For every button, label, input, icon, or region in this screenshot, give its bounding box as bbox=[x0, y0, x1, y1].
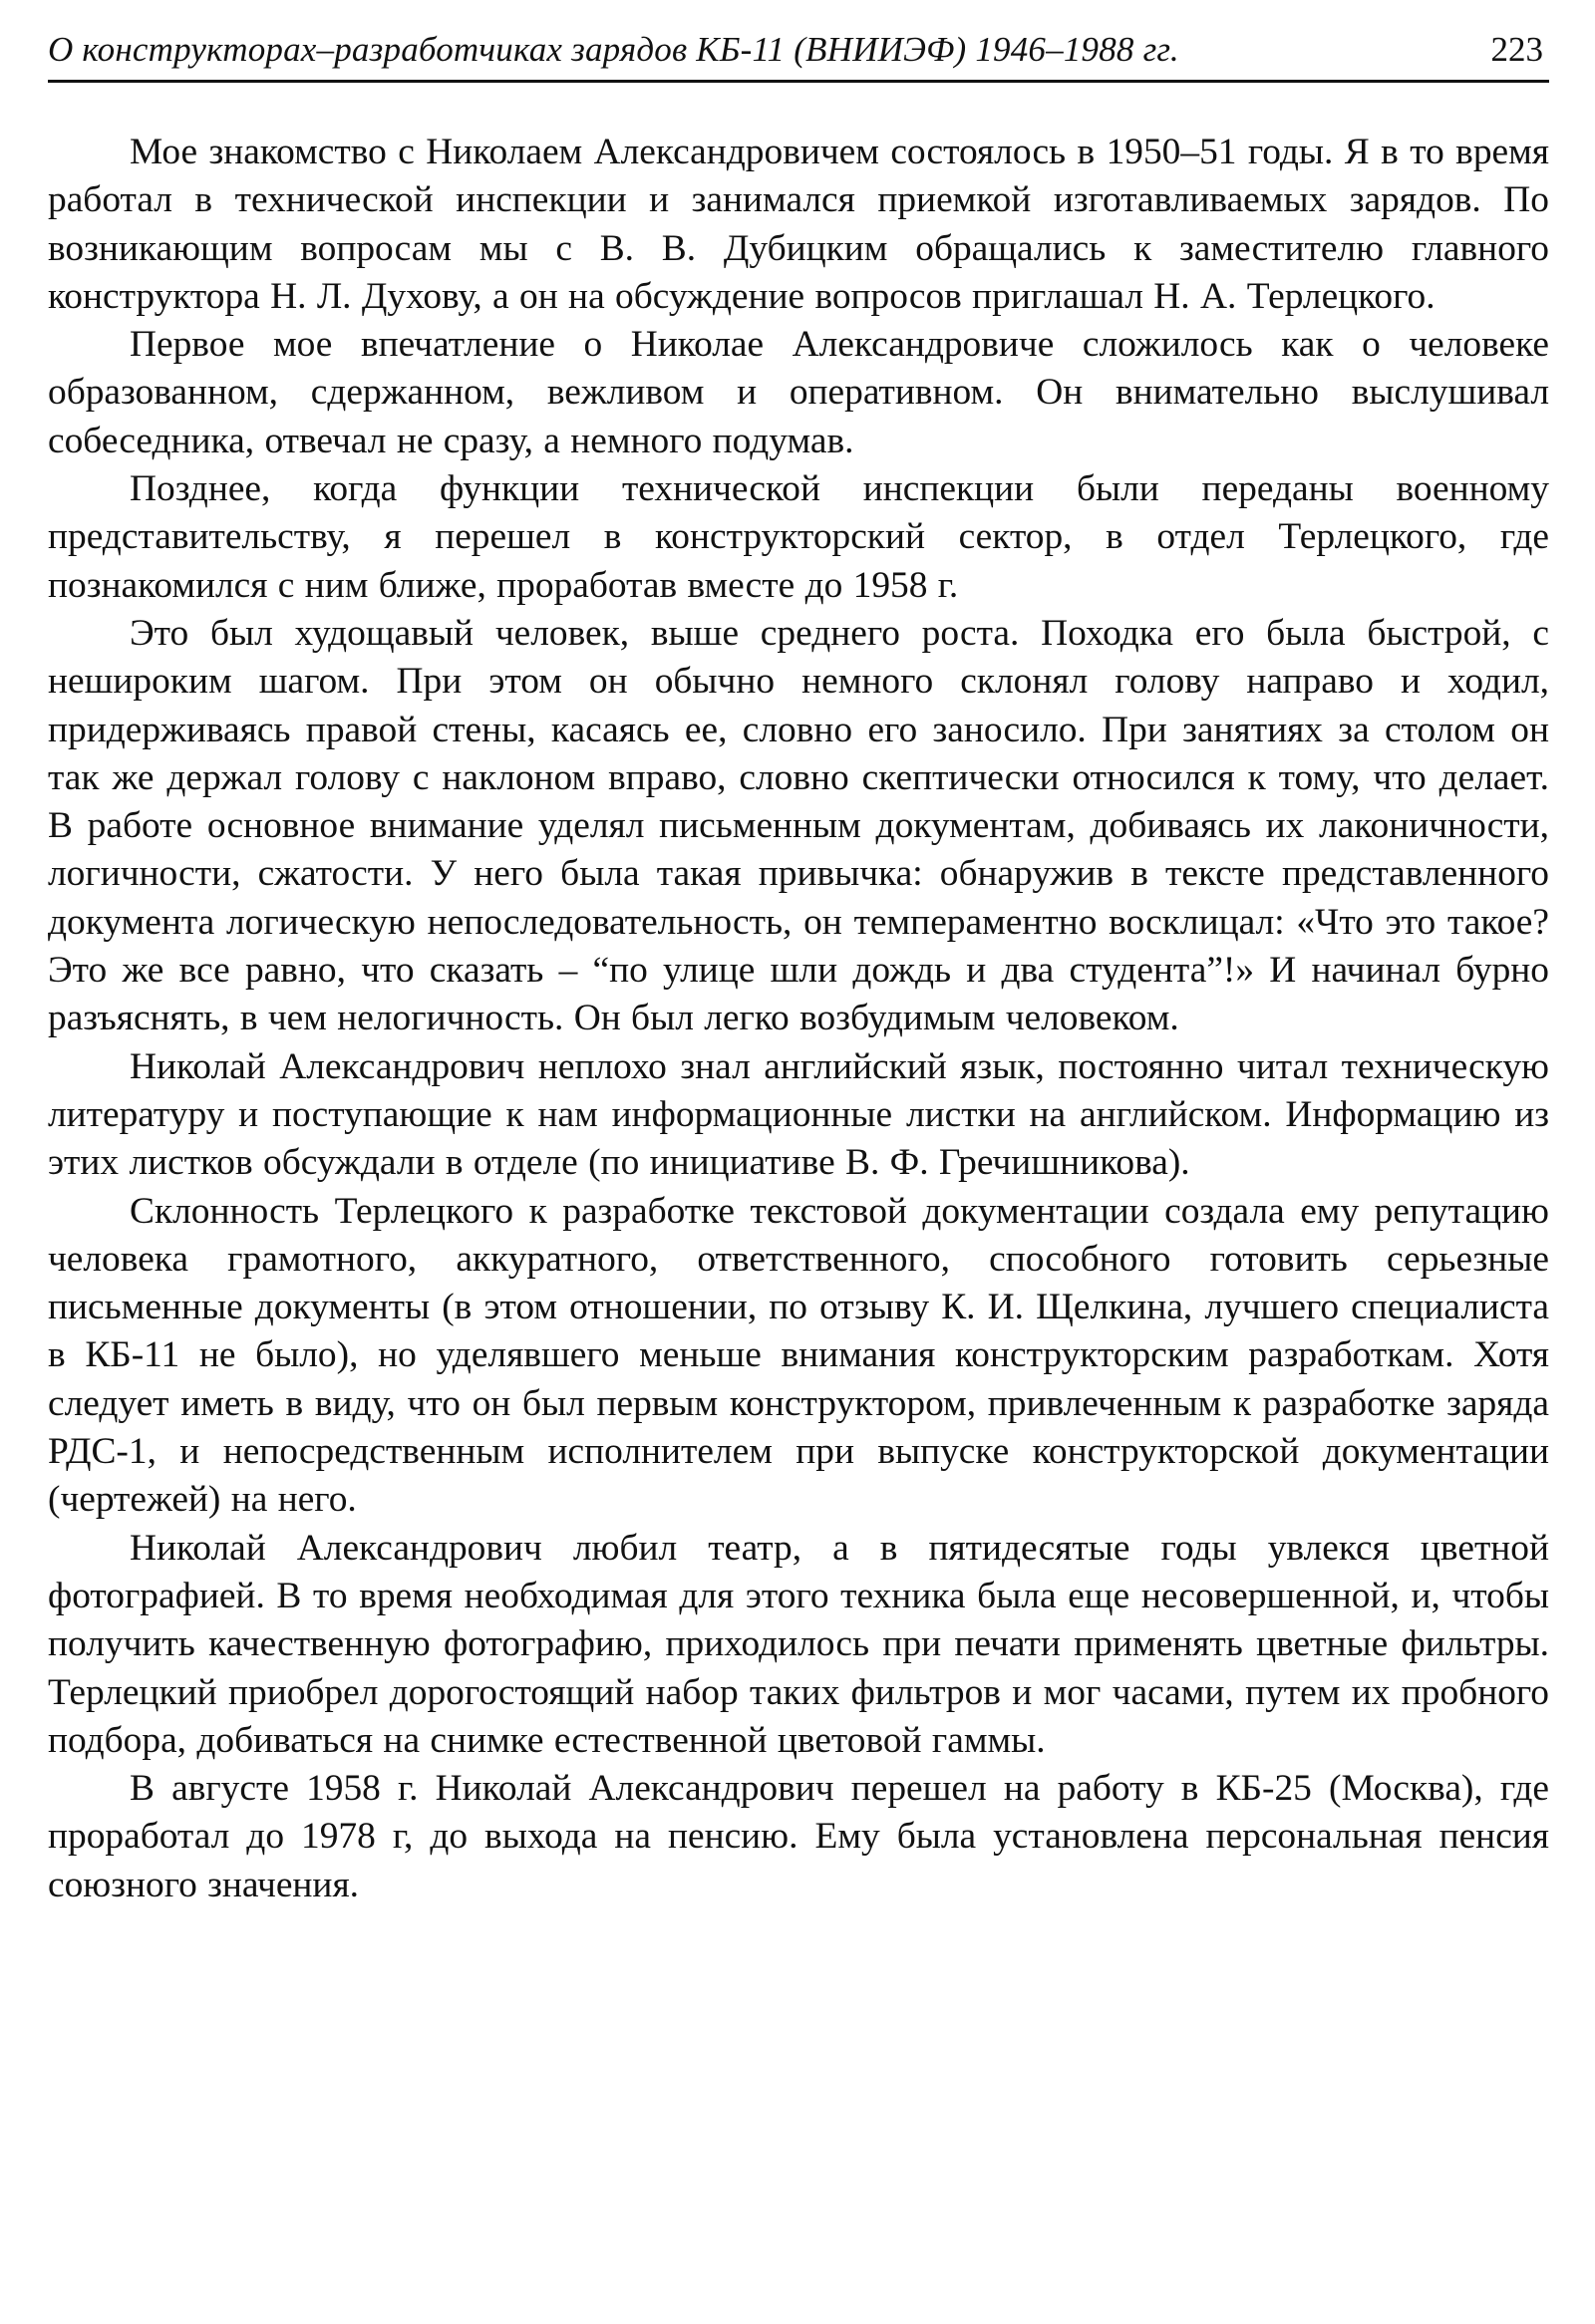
body-text bbox=[48, 129, 1549, 1909]
paragraph: Николай Александрович неплохо знал английский язык, постоянно читал техническую литературу и поступающие к нам информационные листки на английском. Информацию из этих листков обсуждали в отделе (по инициативе В. Ф. Гречишникова). bbox=[48, 1045, 1549, 1184]
paragraph: Позднее, когда функции технической инспекции были переданы военному представительству, я перешел в конструкторский сектор, в отдел Терлецкого, где познакомился с ним ближе, проработав вместе до 1958 г. bbox=[48, 468, 1549, 606]
paragraph: В августе 1958 г. Николай Александрович перешел на работу в КБ-25 (Москва), где проработал до 1978 г, до выхода на пенсию. Ему была установлена персональная пенсия союзного значения. bbox=[48, 1768, 1549, 1905]
paragraph: Первое мое впечатление о Николае Александровиче сложилось как о человеке образованном, сдержанном, вежливом и оперативном. Он внимательно выслушивал собеседника, отвечал не сразу, а немного подумав. bbox=[48, 324, 1549, 461]
book-page bbox=[48, 28, 1549, 1909]
paragraph: Мое знакомство с Николаем Александровичем состоялось в 1950–51 годы. Я в то время работал в технической инспекции и занимался приемкой изготавливаемых зарядов. По возникающим вопросам мы с В. В. Дубицким обращались к заместителю главного конструктора Н. Л. Духову, а он на обсуждение вопросов приглашал Н. А. Терлецкого. bbox=[48, 132, 1549, 317]
paragraph: Это был худощавый человек, выше среднего роста. Походка его была быстрой, с нешироким шагом. При этом он обычно немного склонял голову направо и ходил, придерживаясь правой стены, касаясь ее, словно его заносило. При занятиях за столом он так же держал голову с наклоном вправо, словно скептически относился к тому, что делает. В работе основное внимание уделял письменным документам, добиваясь их лаконичности, логичности, сжатости. У него была такая привычка: обнаружив в тексте представленного документа логическую непоследовательность, он темпераментно восклицал: «Что это такое? Это же все равно, что сказать – “по улице шли дождь и два студента”!» И начинал бурно разъяснять, в чем нелогичность. Он был легко возбудимым человеком. bbox=[48, 612, 1549, 1039]
page-number: 223 bbox=[1490, 30, 1543, 69]
running-header bbox=[48, 28, 1549, 83]
paragraph: Склонность Терлецкого к разработке текстовой документации создала ему репутацию человека грамотного, аккуратного, ответственного, способного готовить серьезные письменные документы (в этом отношении, по отзыву К. И. Щелкина, лучшего специалиста в КБ-11 не было), но уделявшего меньше внимания конструкторским разработкам. Хотя следует иметь в виду, что он был первым конструктором, привлеченным к разработке заряда РДС-1, и непосредственным исполнителем при выпуске конструкторской документации (чертежей) на него. bbox=[48, 1190, 1549, 1521]
running-title: О конструкторах–разработчиках зарядов КБ-11 (ВНИИЭФ) 1946–1988 гг. bbox=[48, 30, 1179, 69]
paragraph: Николай Александрович любил театр, а в пятидесятые годы увлекся цветной фотографией. В то время необходимая для этого техника была еще несовершенной, и, чтобы получить качественную фотографию, приходилось при печати применять цветные фильтры. Терлецкий приобрел дорогостоящий набор таких фильтров и мог часами, путем их пробного подбора, добиваться на снимке естественной цветовой гаммы. bbox=[48, 1527, 1549, 1761]
